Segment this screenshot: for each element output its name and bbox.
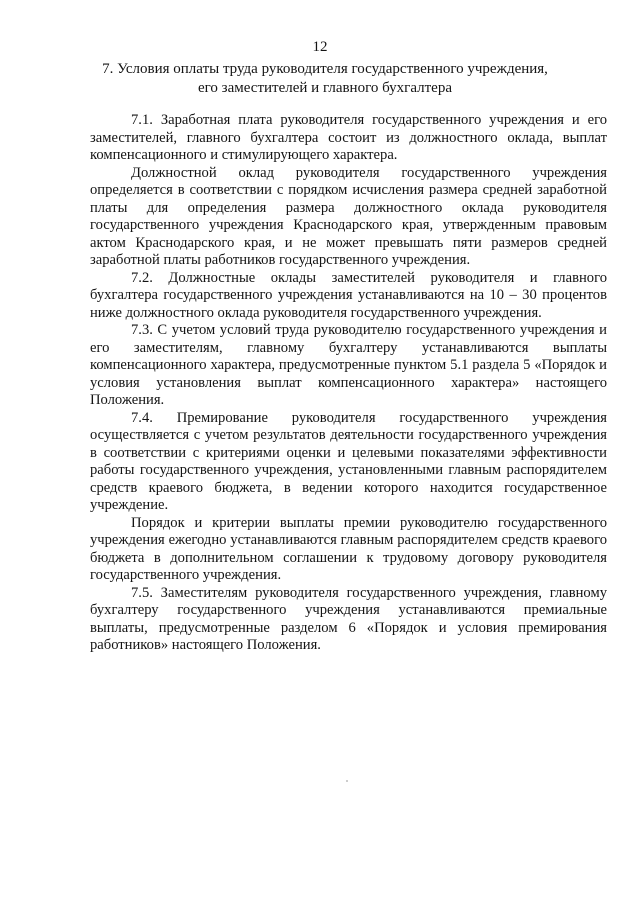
section-heading: 7. Условия оплаты труда руководителя государственного учреждения, его заместителей и главного бухгалтера <box>102 61 548 96</box>
paragraph-7-2: 7.2. Должностные оклады заместителей руководителя и главного бухгалтера государственного учреждения устанавливаются на 10 – 30 процентов ниже должностного оклада руководителя государственного учреждения. <box>90 269 607 321</box>
paragraph-7-1: 7.1. Заработная плата руководителя государственного учреждения и его заместителей, главного бухгалтера состоит из должностного оклада, выплат компенсационного и стимулирующего характера. <box>90 112 607 163</box>
paragraph-7-3: 7.3. С учетом условий труда руководителю государственного учреждения и его заместителям, главному бухгалтеру устанавливаются выплаты компенсационного характера, предусмотренные пунктом 5.1 раздела 5 «Порядок и условия установления выплат компенсационного характера» настоящего Положения. <box>90 322 607 408</box>
paragraph-7-5: 7.5. Заместителям руководителя государственного учреждения, главному бухгалтеру государственного учреждения устанавливаются премиальные выплаты, предусмотренные разделом 6 «Порядок и условия премирования работников» настоящего Положения. <box>90 584 607 653</box>
paragraph-7-4: 7.4. Премирование руководителя государственного учреждения осуществляется с учетом результатов деятельности государственного учреждения в соответствии с критериями оценки и целевыми показателями эффективности работы государственного учреждения, установленными главным распорядителем средств краевого бюджета, в ведении которого находится государственное учреждение. <box>90 409 607 513</box>
scan-speck <box>346 780 348 782</box>
paragraph-bonus-criteria: Порядок и критерии выплаты премии руководителю государственного учреждения ежегодно устанавливаются главным распорядителем средств краевого бюджета в дополнительном соглашении к трудовому договору руководителя государственного учреждения. <box>90 514 607 583</box>
section-body <box>90 112 607 655</box>
page-number: 12 <box>312 39 328 55</box>
paragraph-official-salary: Должностной оклад руководителя государственного учреждения определяется в соответствии с порядком исчисления размера средней заработной платы для определения размера должностного оклада руководителя государственного учреждения Краснодарского края, утвержденным правовым актом Краснодарского края, и не может превышать пяти размеров средней заработной платы работников государственного учреждения. <box>90 164 607 268</box>
